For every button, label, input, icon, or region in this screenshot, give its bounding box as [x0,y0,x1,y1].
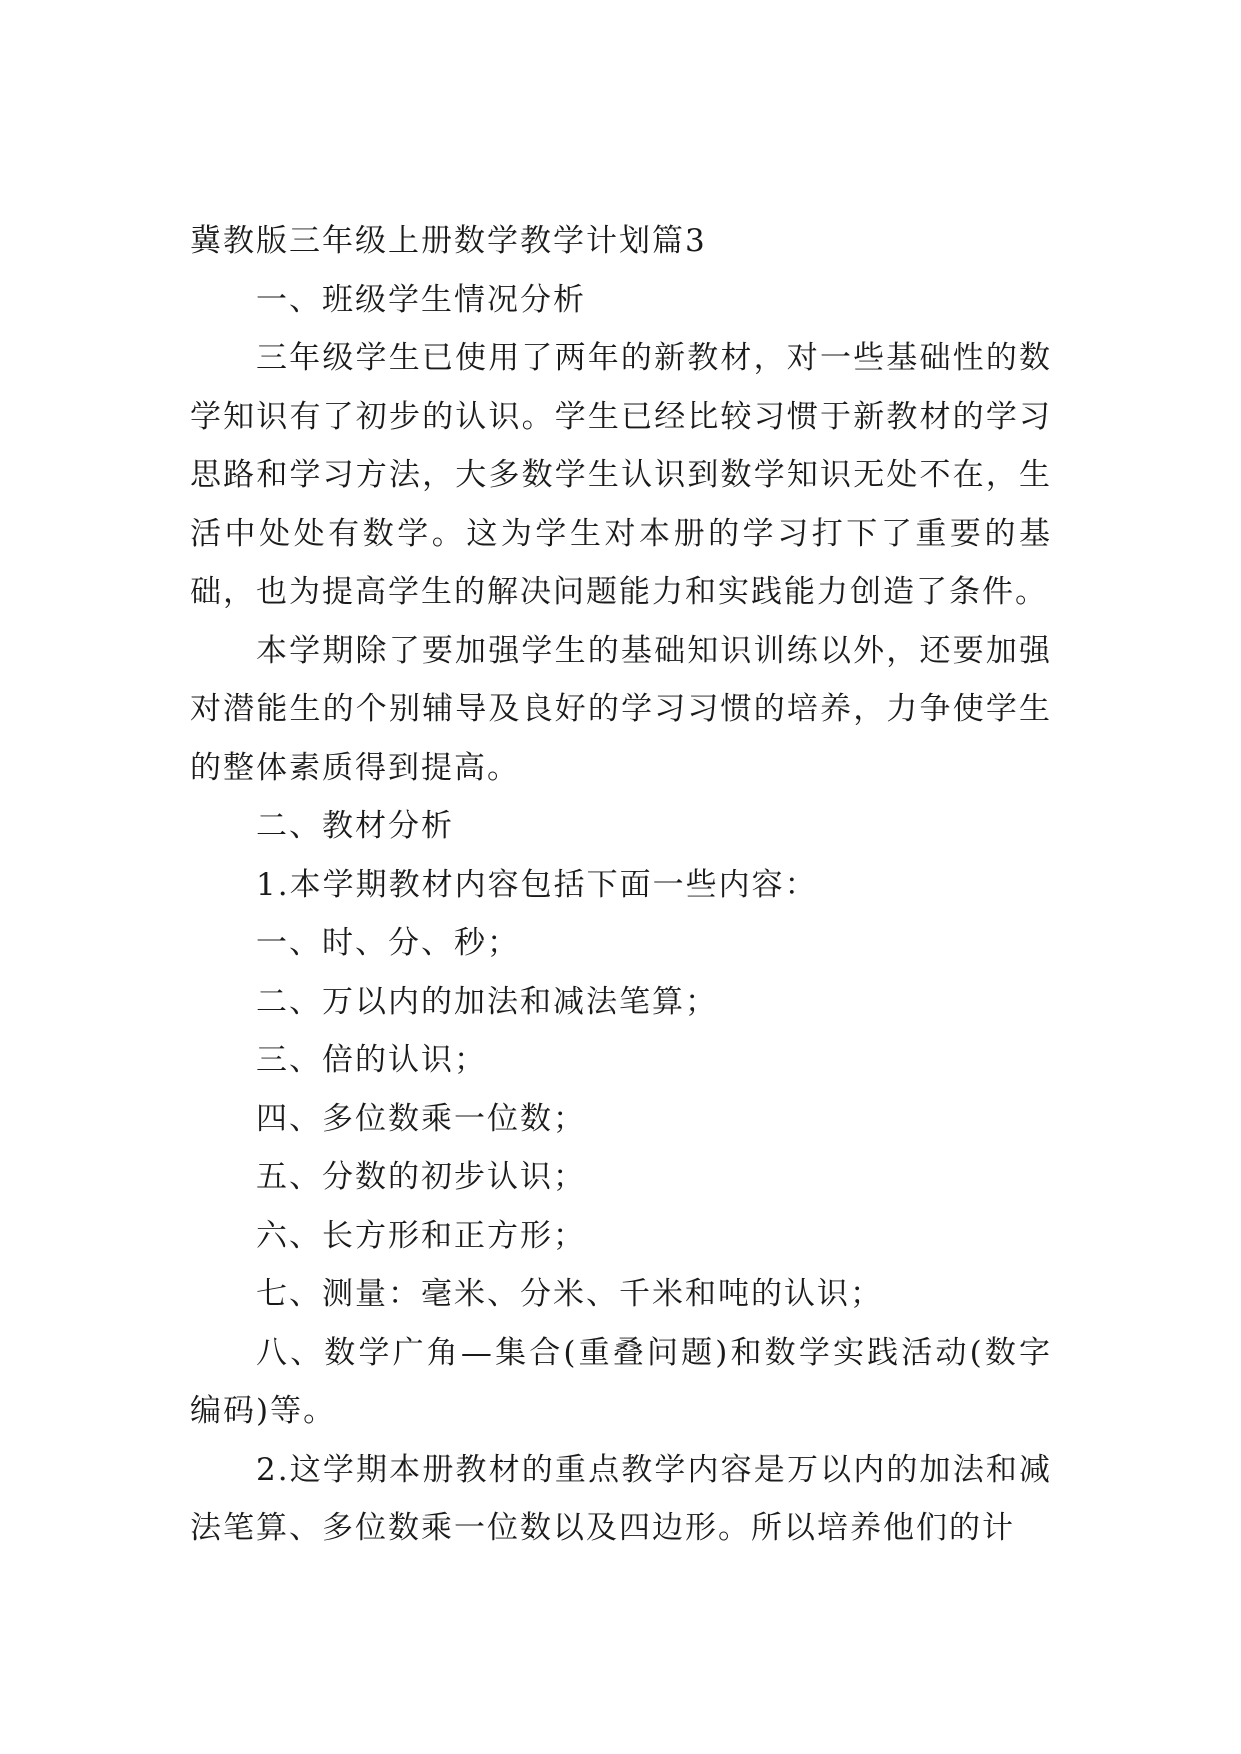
content-list-intro: 1.本学期教材内容包括下面一些内容： [256,866,818,903]
list-item-wrapped: 八、数学广角—集合(重叠问题)和数学实践活动(数字编码)等。 [190,1334,1052,1429]
list-item: 六、长方形和正方形； [256,1217,586,1254]
list-item: 五、分数的初步认识； [256,1159,586,1195]
list-item: 三、倍的认识； [256,1042,487,1078]
paragraph-student-analysis: 三年级学生已使用了两年的新教材，对一些基础性的数学知识有了初步的认识。学生已经比较习惯于新教材的学习思路和学习方法，大多数学生认识到数学知识无处不在，生活中处处有数学。这为学生对本册的学习打下了重要的基础，也为提高学生的解决问题能力和实践能力创造了条件。 [190,340,1052,610]
section-heading-1: 一、班级学生情况分析 [256,281,586,318]
document-body [190,212,1052,1558]
document-title: 冀教版三年级上册数学教学计划篇3 [190,223,707,259]
list-item: 二、万以内的加法和减法笔算； [256,983,718,1020]
list-item: 一、时、分、秒； [256,925,520,961]
section-heading-2: 二、教材分析 [256,808,454,844]
paragraph-semester-goal: 本学期除了要加强学生的基础知识训练以外，还要加强对潜能生的个别辅导及良好的学习习惯的培养，力争使学生的整体素质得到提高。 [190,632,1052,786]
list-item: 四、多位数乘一位数； [256,1100,586,1137]
paragraph-key-content: 2.这学期本册教材的重点教学内容是万以内的加法和减法笔算、多位数乘一位数以及四边形。所以培养他们的计 [190,1451,1052,1546]
list-item: 七、测量：毫米、分米、千米和吨的认识； [256,1276,883,1312]
